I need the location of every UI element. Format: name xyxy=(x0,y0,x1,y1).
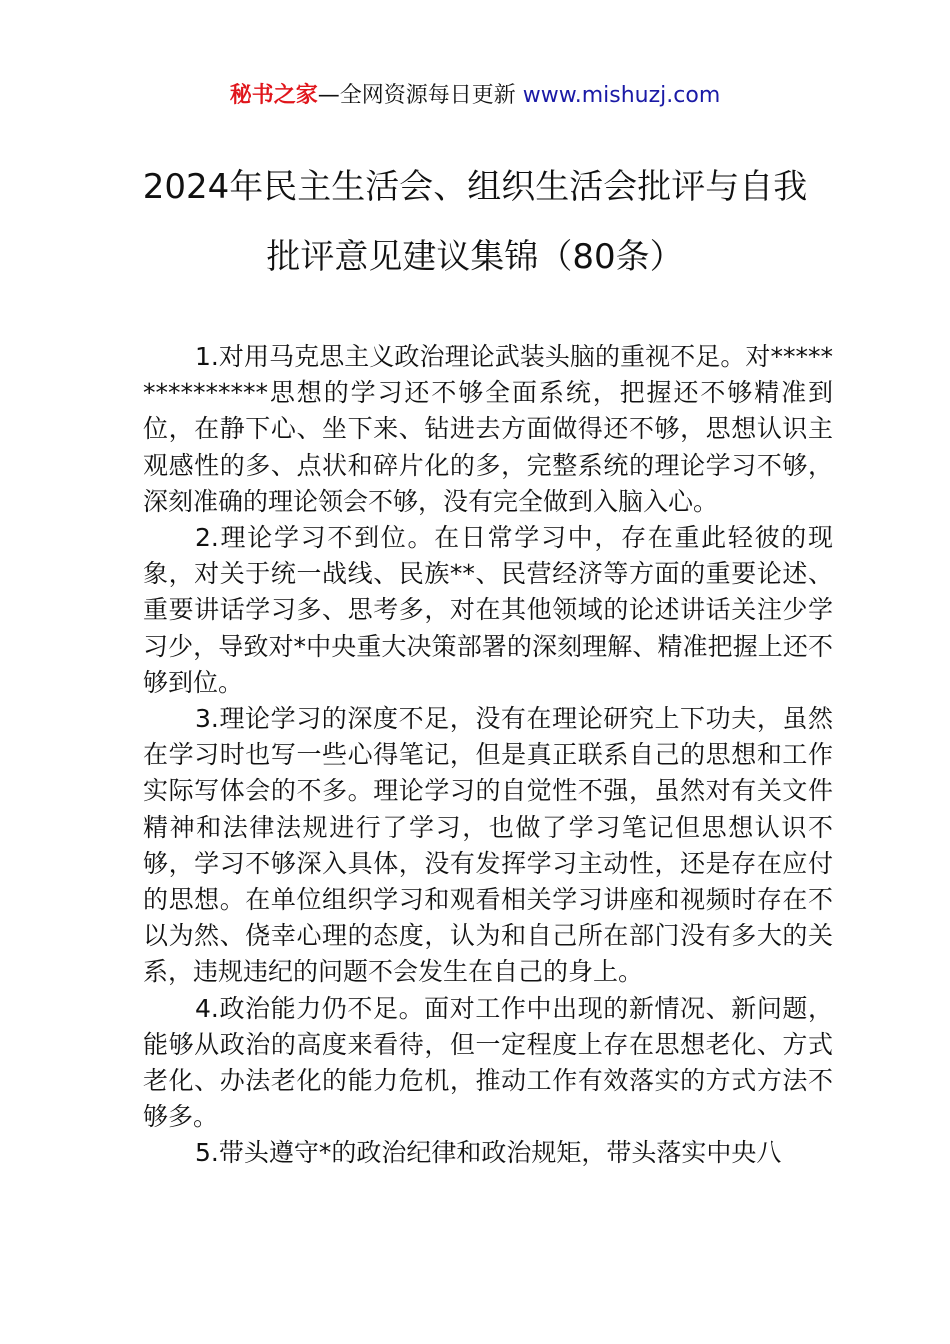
document-body xyxy=(143,339,833,1172)
site-header xyxy=(0,80,950,112)
paragraph-4: 4.政治能力仍不足。面对工作中出现的新情况、新问题，能够从政治的高度来看待，但一定程度上存在思想老化、方式老化、办法老化的能力危机，推动工作有效落实的方式方法不够多。 xyxy=(143,993,833,1132)
paragraph-3: 3.理论学习的深度不足，没有在理论研究上下功夫，虽然在学习时也写一些心得笔记，但是真正联系自己的思想和工作实际写体会的不多。理论学习的自觉性不强，虽然对有关文件精神和法律法规进行了学习，也做了学习笔记但思想认识不够，学习不够深入具体，没有发挥学习主动性，还是存在应付的思想。在单位组织学习和观看相关学习讲座和视频时存在不以为然、侥幸心理的态度，认为和自己所在部门没有多大的关系，违规违纪的问题不会发生在自己的身上。 xyxy=(143,704,833,987)
paragraph-2: 2.理论学习不到位。在日常学习中，存在重此轻彼的现象，对关于统一战线、民族**、民营经济等方面的重要论述、重要讲话学习多、思考多，对在其他领域的论述讲话关注少学习少，导致对*中央重大决策部署的深刻理解、精准把握上还不够到位。 xyxy=(143,523,833,697)
paragraph-5: 5.带头遵守*的政治纪律和政治规矩，带头落实中央八 xyxy=(195,1138,782,1168)
brand-name: 秘书之家 xyxy=(229,83,318,108)
paragraph-1: 1.对用马克思主义政治理论武装头脑的重视不足。对***************思想的学习还不够全面系统，把握还不够精准到位，在静下心、坐下来、钻进去方面做得还不够，思想认识主观感性的多、点状和碎片化的多，完整系统的理论学习不够，深刻准确的理论领会不够，没有完全做到入脑入心。 xyxy=(143,342,833,516)
document-title: 2024年民主生活会、组织生活会批评与自我批评意见建议集锦（80条） xyxy=(142,167,808,277)
header-tagline: —全网资源每日更新 xyxy=(317,83,523,108)
site-url-link[interactable]: www.mishuzj.com xyxy=(522,83,721,108)
